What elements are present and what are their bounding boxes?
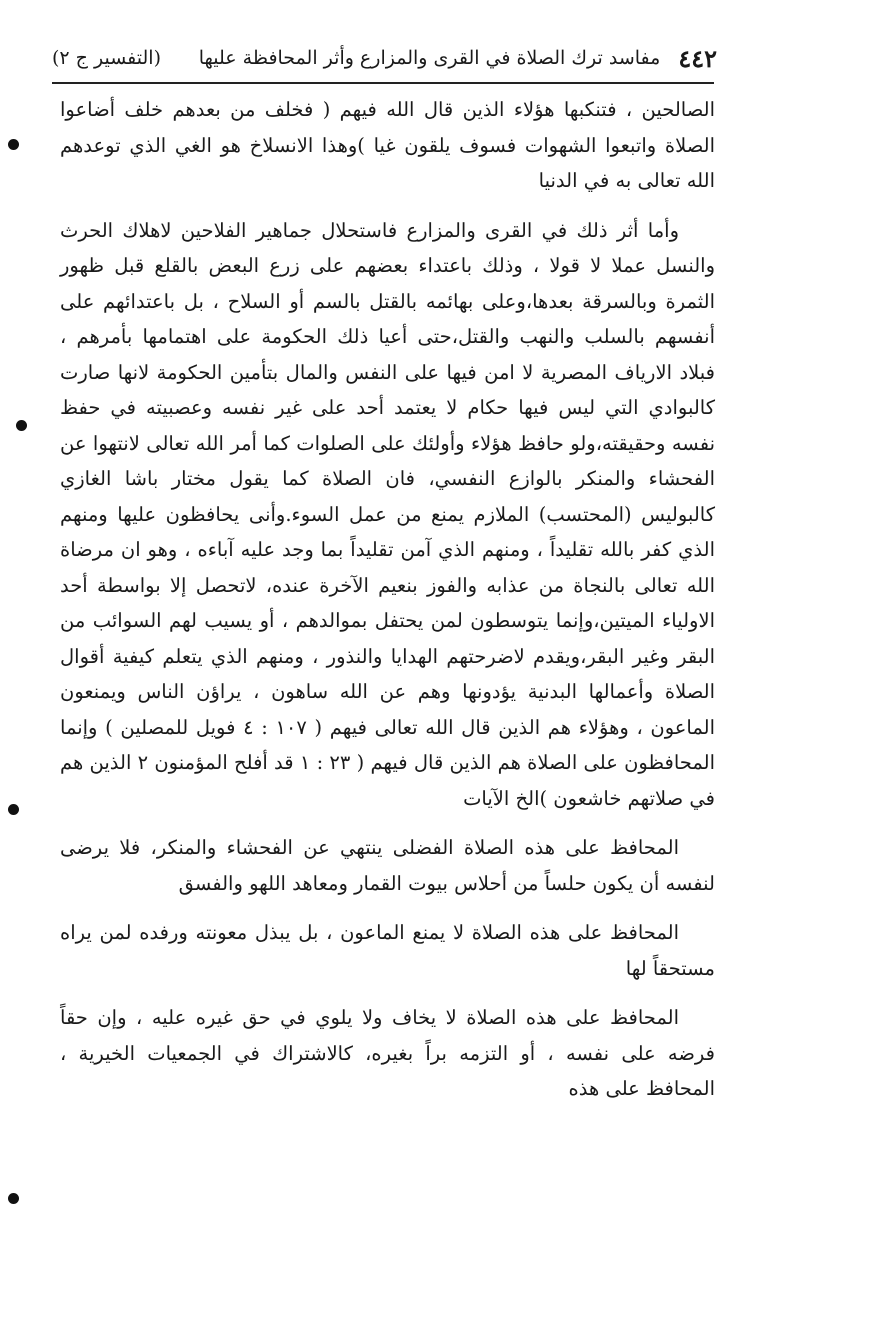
paragraph: الصالحين ، فتنكبها هؤلاء الذين قال الله فيهم ( فخلف من بعدهم خلف أضاعوا الصلاة واتبعوا الشهوات فسوف يلقون غيا )وهذا الانسلاخ هو الغي الذي توعدهم الله تعالى به في الدنيا [60,98,715,192]
bullet-mark [8,1193,19,1204]
bullet-mark [8,804,19,815]
paragraph: وأما أثر ذلك في القرى والمزارع فاستحلال جماهير الفلاحين لاهلاك الحرث والنسل عملا لا قولا ، وذلك باعتداء بعضهم على زرع البعض بالقلع قبل ظهور الثمرة وبالسرقة بعدها،وعلى بهائمه بالقتل بالسم أو السلاح ، بل باعتدائهم على أنفسهم بالسلب والنهب والقتل،حتى أعيا ذلك الحكومة على اهتمامها بأمرهم ، فبلاد الارياف المصرية لا امن فيها على النفس والمال بتأمين الحكومة لانها صارت كالبوادي التي ليس فيها حكام لا يعتمد أحد على غير نفسه وعصبيته في حفظ نفسه وحقيقته،ولو حافظ هؤلاء وأولئك على الصلوات كما أمر الله تعالى لانتهوا عن الفحشاء والمنكر بالوازع النفسي، فان الصلاة كما يقول مختار باشا الغازي كالبوليس (المحتسب) الملازم يمنع من عمل السوء.وأنى يحافظون عليها ومنهم الذي كفر بالله تقليداً ، ومنهم الذي آمن تقليداً بما وجد عليه آباءه ، وهو ان مرضاة الله تعالى بالنجاة من عذابه والفوز بنعيم الآخرة عنده، لاتحصل إلا بواسطة أحد الاولياء الميتين،وإنما يتوسطون لمن يحتفل بموالدهم ، أو يسيب لهم السوائب من البقر وغير البقر،ويقدم لاضرحتهم الهدايا والنذور ، ومنهم الذي يتعلم كيفية أقوال الصلاة وأعمالها البدنية يؤدونها وهم عن الله ساهون ، يراؤن الناس ويمنعون الماعون ، وهؤلاء هم الذين قال الله تعالى فيهم ( ١٠٧ : ٤ فويل للمصلين ) وإنما المحافظون على الصلاة هم الذين قال فيهم ( ٢٣ : ١ قد أفلح المؤمنون ٢ الذين هم في صلاتهم خاشعون )الخ الآيات [60,218,715,810]
running-title: مفاسد ترك الصلاة في القرى والمزارع وأثر المحافظة عليها [198,47,661,69]
paragraph: المحافظ على هذه الصلاة لا يمنع الماعون ، بل يبذل معونته ورفده لمن يراه مستحقاً لها [60,921,715,980]
volume-label: (التفسير ج ٢) [52,47,161,69]
page-body [60,92,715,1242]
bullet-mark [16,420,27,431]
paragraph: المحافظ على هذه الصلاة لا يخاف ولا يلوي في حق غيره عليه ، وإن حقاً فرضه على نفسه ، أو التزمه براً بغيره، كالاشتراك في الجمعيات الخيرية ، المحافظ على هذه [60,1006,715,1100]
bullet-mark [8,139,19,150]
page-header [52,38,717,78]
paragraph: المحافظ على هذه الصلاة الفضلى ينتهي عن الفحشاء والمنكر، فلا يرضى لنفسه أن يكون حلساً من أحلاس بيوت القمار ومعاهد اللهو والفسق [60,836,715,895]
page-number: ٤٤٢ [678,43,717,73]
header-rule [52,82,714,84]
